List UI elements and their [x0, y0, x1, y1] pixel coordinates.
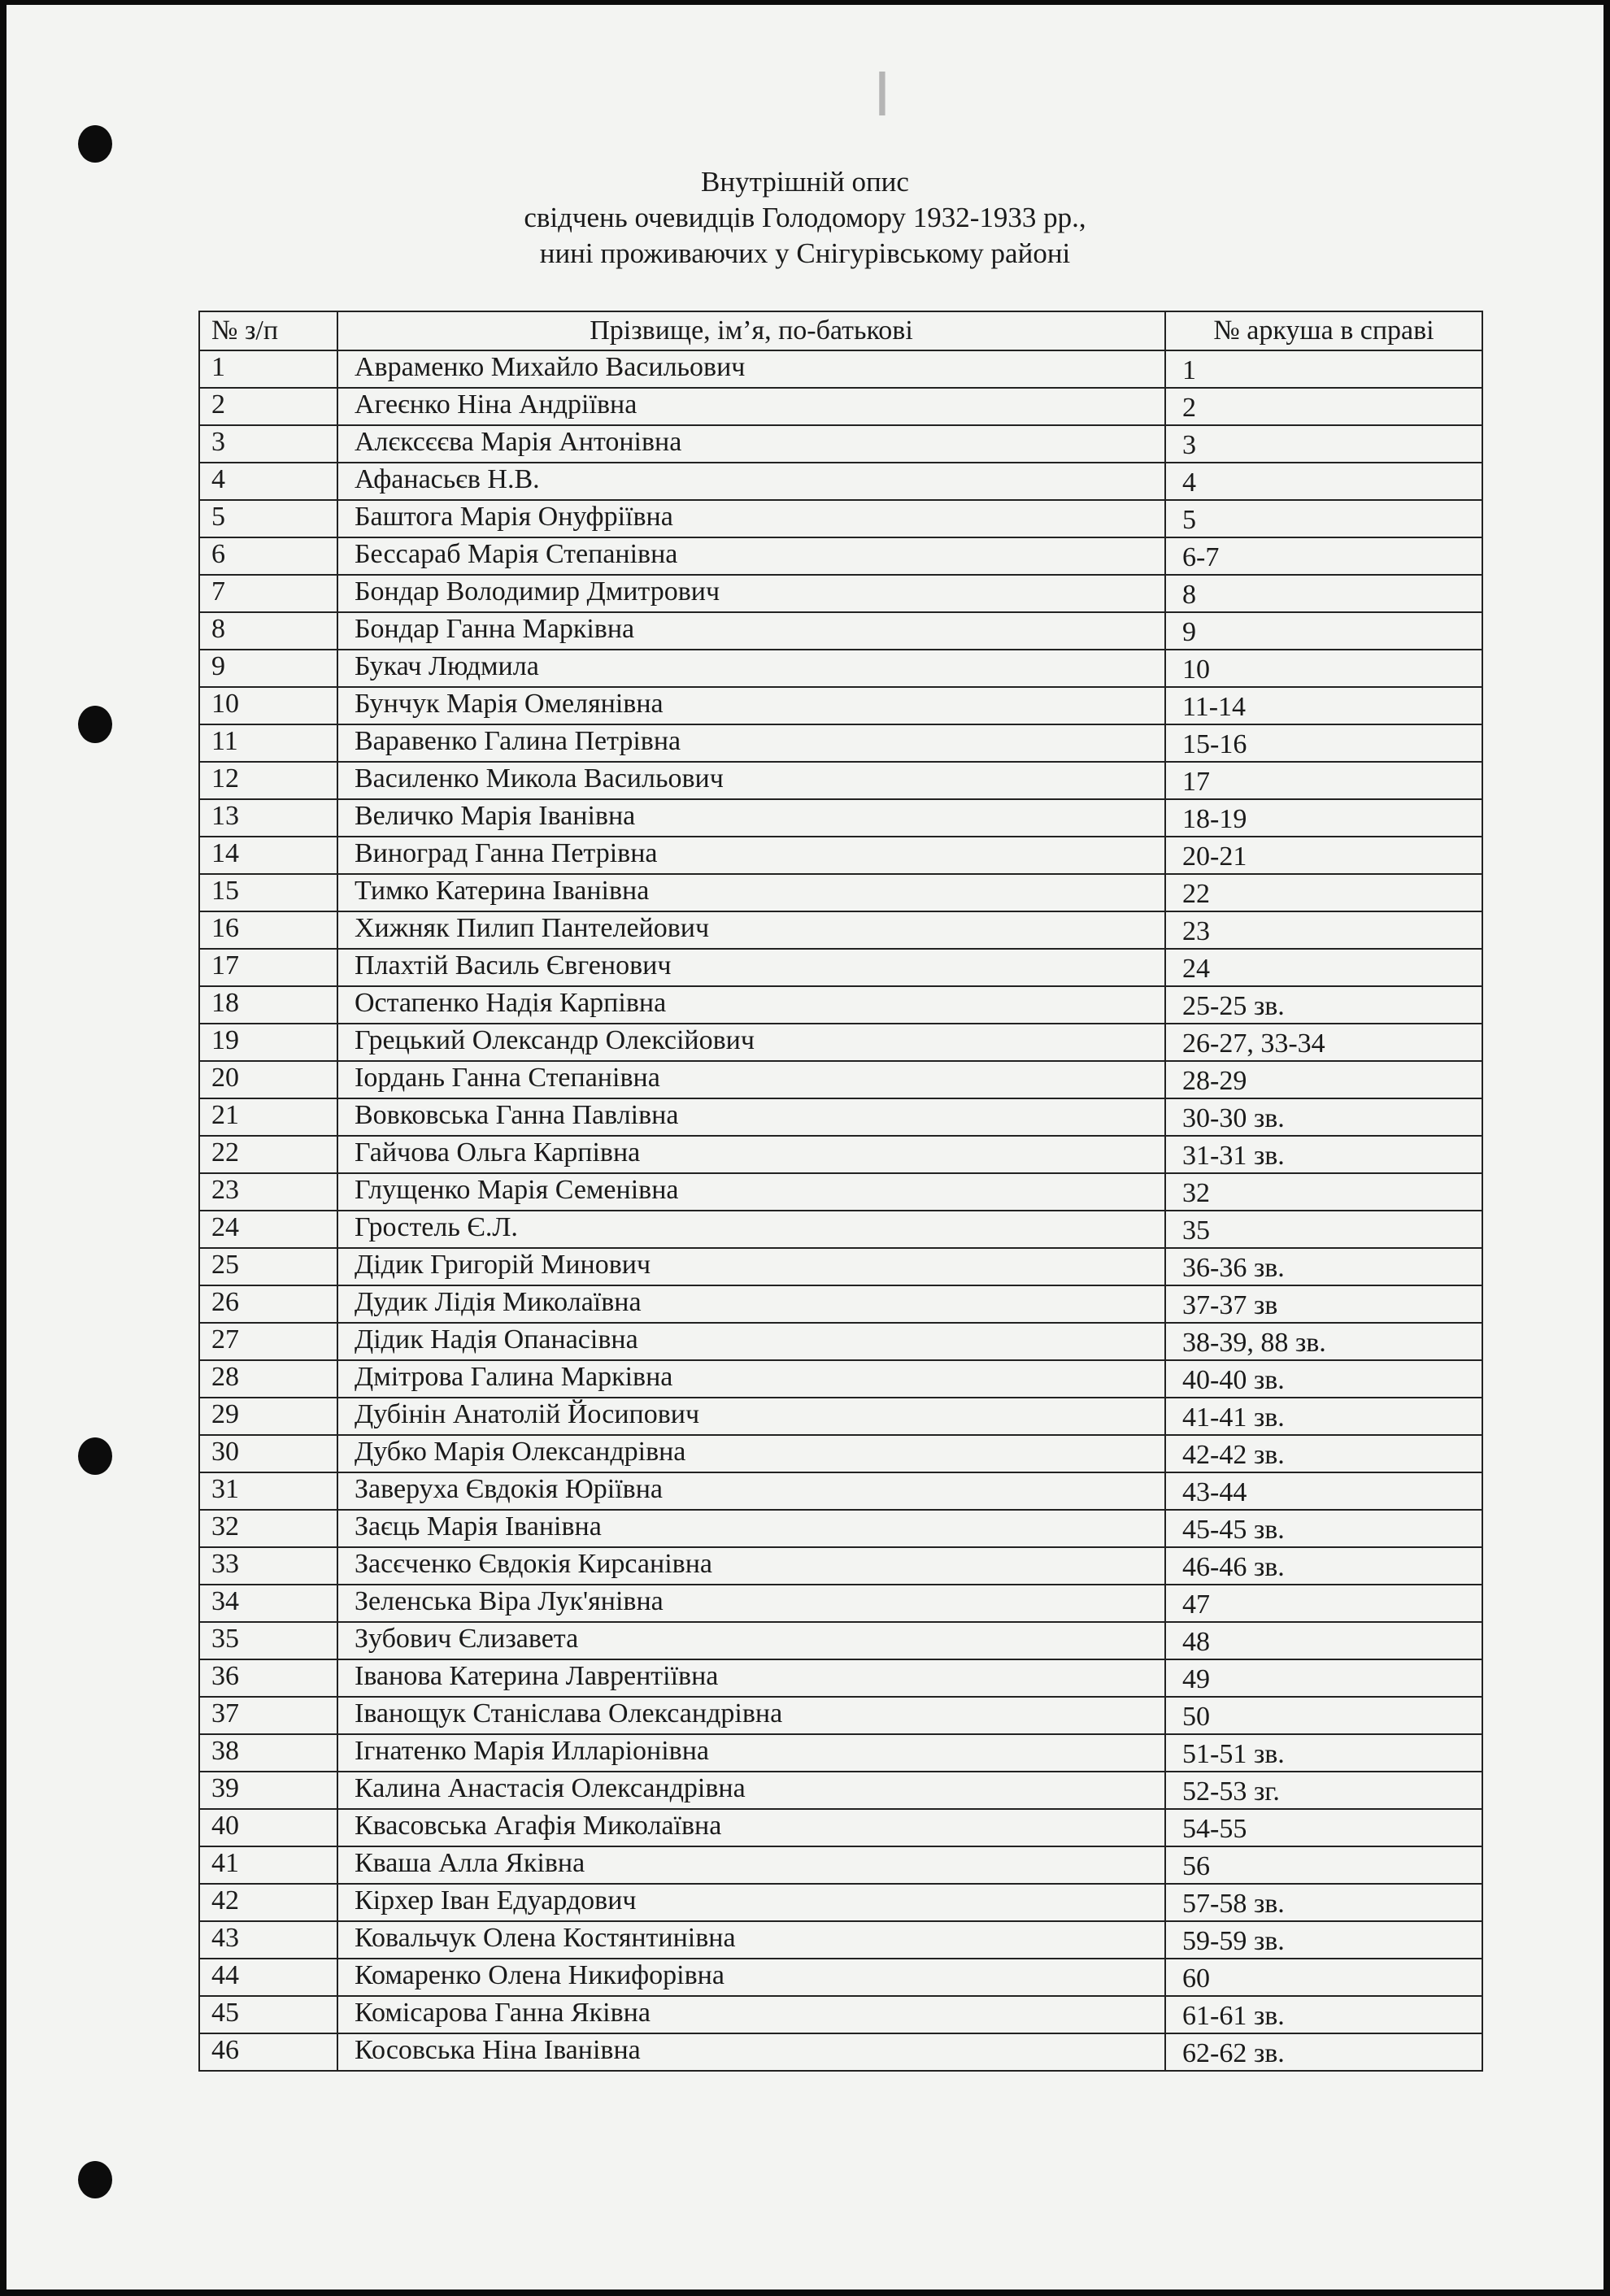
row-name: Алєксєєва Марія Антонівна — [337, 425, 1165, 463]
row-sheet: 6-7 — [1165, 537, 1482, 575]
table-row — [199, 350, 1482, 388]
row-sheet: 51-51 зв. — [1165, 1734, 1482, 1772]
header-number: № з/п — [199, 311, 337, 350]
row-number: 29 — [199, 1398, 337, 1435]
row-sheet: 28-29 — [1165, 1061, 1482, 1098]
row-sheet: 31-31 зв. — [1165, 1136, 1482, 1173]
row-name: Гайчова Ольга Карпівна — [337, 1136, 1165, 1173]
row-name: Засєченко Євдокія Кирсанівна — [337, 1547, 1165, 1585]
row-number: 40 — [199, 1809, 337, 1846]
row-number: 20 — [199, 1061, 337, 1098]
row-name: Бондар Ганна Марківна — [337, 612, 1165, 650]
row-name: Кваша Алла Яківна — [337, 1846, 1165, 1884]
row-name: Дудик Лідія Миколаївна — [337, 1285, 1165, 1323]
row-name: Заверуха Євдокія Юріївна — [337, 1472, 1165, 1510]
row-sheet: 60 — [1165, 1959, 1482, 1996]
table-row — [199, 1061, 1482, 1098]
row-number: 35 — [199, 1622, 337, 1659]
row-number: 32 — [199, 1510, 337, 1547]
punch-hole — [78, 2161, 112, 2198]
row-number: 13 — [199, 799, 337, 837]
row-name: Калина Анастасія Олександрівна — [337, 1772, 1165, 1809]
table-row — [199, 1435, 1482, 1472]
row-name: Василенко Микола Васильович — [337, 762, 1165, 799]
table-row — [199, 1136, 1482, 1173]
table-row — [199, 425, 1482, 463]
row-number: 36 — [199, 1659, 337, 1697]
row-sheet: 47 — [1165, 1585, 1482, 1622]
row-name: Косовська Ніна Іванівна — [337, 2033, 1165, 2071]
row-sheet: 38-39, 88 зв. — [1165, 1323, 1482, 1360]
table-row — [199, 1211, 1482, 1248]
table-row — [199, 1285, 1482, 1323]
row-number: 11 — [199, 724, 337, 762]
row-sheet: 37-37 зв — [1165, 1285, 1482, 1323]
row-sheet: 59-59 зв. — [1165, 1921, 1482, 1959]
row-sheet: 36-36 зв. — [1165, 1248, 1482, 1285]
row-name: Ковальчук Олена Костянтинівна — [337, 1921, 1165, 1959]
row-number: 12 — [199, 762, 337, 799]
row-name: Гростель Є.Л. — [337, 1211, 1165, 1248]
table-row — [199, 1547, 1482, 1585]
table-row — [199, 1398, 1482, 1435]
table-row — [199, 1996, 1482, 2033]
row-sheet: 42-42 зв. — [1165, 1435, 1482, 1472]
header-name: Прізвище, ім’я, по-батькові — [337, 311, 1165, 350]
row-name: Зубович Єлизавета — [337, 1622, 1165, 1659]
row-sheet: 50 — [1165, 1697, 1482, 1734]
row-sheet: 46-46 зв. — [1165, 1547, 1482, 1585]
row-number: 21 — [199, 1098, 337, 1136]
row-name: Авраменко Михайло Васильович — [337, 350, 1165, 388]
table-row — [199, 1098, 1482, 1136]
row-sheet: 32 — [1165, 1173, 1482, 1211]
row-number: 31 — [199, 1472, 337, 1510]
row-name: Заєць Марія Іванівна — [337, 1510, 1165, 1547]
row-sheet: 52-53 зг. — [1165, 1772, 1482, 1809]
table-row — [199, 575, 1482, 612]
table-header-row — [199, 311, 1482, 350]
row-name: Хижняк Пилип Пантелейович — [337, 911, 1165, 949]
table-row — [199, 1024, 1482, 1061]
row-number: 26 — [199, 1285, 337, 1323]
row-number: 38 — [199, 1734, 337, 1772]
table-row — [199, 388, 1482, 425]
row-name: Букач Людмила — [337, 650, 1165, 687]
row-number: 4 — [199, 463, 337, 500]
row-sheet: 48 — [1165, 1622, 1482, 1659]
row-name: Іордань Ганна Степанівна — [337, 1061, 1165, 1098]
row-name: Бессараб Марія Степанівна — [337, 537, 1165, 575]
row-sheet: 26-27, 33-34 — [1165, 1024, 1482, 1061]
row-sheet: 30-30 зв. — [1165, 1098, 1482, 1136]
row-sheet: 11-14 — [1165, 687, 1482, 724]
row-name: Іванова Катерина Лаврентіївна — [337, 1659, 1165, 1697]
row-name: Агеєнко Ніна Андріївна — [337, 388, 1165, 425]
table-row — [199, 1959, 1482, 1996]
row-sheet: 35 — [1165, 1211, 1482, 1248]
table-row — [199, 1323, 1482, 1360]
table-row — [199, 1472, 1482, 1510]
row-number: 19 — [199, 1024, 337, 1061]
row-number: 14 — [199, 837, 337, 874]
row-number: 39 — [199, 1772, 337, 1809]
row-sheet: 22 — [1165, 874, 1482, 911]
row-number: 30 — [199, 1435, 337, 1472]
row-number: 6 — [199, 537, 337, 575]
table-row — [199, 650, 1482, 687]
row-sheet: 54-55 — [1165, 1809, 1482, 1846]
table-row — [199, 874, 1482, 911]
row-number: 44 — [199, 1959, 337, 1996]
row-sheet: 40-40 зв. — [1165, 1360, 1482, 1398]
table-row — [199, 799, 1482, 837]
table-row — [199, 612, 1482, 650]
table-row — [199, 1659, 1482, 1697]
row-sheet: 9 — [1165, 612, 1482, 650]
table-row — [199, 1772, 1482, 1809]
table-row — [199, 1697, 1482, 1734]
row-name: Афанасьєв Н.В. — [337, 463, 1165, 500]
row-name: Кірхер Іван Едуардович — [337, 1884, 1165, 1921]
title-line-1: Внутрішній опис — [701, 166, 909, 198]
row-name: Баштога Марія Онуфріївна — [337, 500, 1165, 537]
table-row — [199, 1622, 1482, 1659]
row-number: 16 — [199, 911, 337, 949]
row-number: 1 — [199, 350, 337, 388]
punch-hole — [78, 1437, 112, 1475]
row-sheet: 5 — [1165, 500, 1482, 537]
folio-mark: I — [873, 60, 893, 130]
table-row — [199, 1248, 1482, 1285]
table-row — [199, 463, 1482, 500]
row-number: 42 — [199, 1884, 337, 1921]
row-number: 9 — [199, 650, 337, 687]
row-name: Дідик Надія Опанасівна — [337, 1323, 1165, 1360]
row-sheet: 45-45 зв. — [1165, 1510, 1482, 1547]
row-sheet: 20-21 — [1165, 837, 1482, 874]
row-number: 18 — [199, 986, 337, 1024]
row-name: Зеленська Віра Лук'янівна — [337, 1585, 1165, 1622]
row-sheet: 15-16 — [1165, 724, 1482, 762]
table-row — [199, 1884, 1482, 1921]
row-sheet: 57-58 зв. — [1165, 1884, 1482, 1921]
row-number: 10 — [199, 687, 337, 724]
row-number: 24 — [199, 1211, 337, 1248]
row-number: 25 — [199, 1248, 337, 1285]
row-name: Дубінін Анатолій Йосипович — [337, 1398, 1165, 1435]
row-number: 34 — [199, 1585, 337, 1622]
row-name: Величко Марія Іванівна — [337, 799, 1165, 837]
row-sheet: 8 — [1165, 575, 1482, 612]
row-number: 23 — [199, 1173, 337, 1211]
table-row — [199, 1173, 1482, 1211]
table-row — [199, 500, 1482, 537]
row-name: Вовковська Ганна Павлівна — [337, 1098, 1165, 1136]
table-row — [199, 537, 1482, 575]
punch-hole — [78, 706, 112, 743]
row-name: Квасовська Агафія Миколаївна — [337, 1809, 1165, 1846]
header-sheet: № аркуша в справі — [1165, 311, 1482, 350]
row-sheet: 49 — [1165, 1659, 1482, 1697]
row-name: Комаренко Олена Никифорівна — [337, 1959, 1165, 1996]
row-sheet: 18-19 — [1165, 799, 1482, 837]
row-sheet: 24 — [1165, 949, 1482, 986]
inventory-table — [198, 311, 1483, 2072]
row-sheet: 61-61 зв. — [1165, 1996, 1482, 2033]
table-row — [199, 1585, 1482, 1622]
punch-hole — [78, 125, 112, 163]
row-number: 5 — [199, 500, 337, 537]
row-name: Бунчук Марія Омелянівна — [337, 687, 1165, 724]
table-row — [199, 1510, 1482, 1547]
table-row — [199, 949, 1482, 986]
row-sheet: 23 — [1165, 911, 1482, 949]
row-number: 27 — [199, 1323, 337, 1360]
table-row — [199, 2033, 1482, 2071]
row-number: 3 — [199, 425, 337, 463]
row-name: Іванощук Станіслава Олександрівна — [337, 1697, 1165, 1734]
table-row — [199, 986, 1482, 1024]
row-name: Варавенко Галина Петрівна — [337, 724, 1165, 762]
row-name: Дідик Григорій Минович — [337, 1248, 1165, 1285]
row-name: Глущенко Марія Семенівна — [337, 1173, 1165, 1211]
row-number: 7 — [199, 575, 337, 612]
row-name: Остапенко Надія Карпівна — [337, 986, 1165, 1024]
table-row — [199, 687, 1482, 724]
row-number: 41 — [199, 1846, 337, 1884]
row-number: 28 — [199, 1360, 337, 1398]
row-sheet: 2 — [1165, 388, 1482, 425]
row-sheet: 43-44 — [1165, 1472, 1482, 1510]
table-row — [199, 1734, 1482, 1772]
row-sheet: 10 — [1165, 650, 1482, 687]
row-name: Грецький Олександр Олексійович — [337, 1024, 1165, 1061]
row-name: Дубко Марія Олександрівна — [337, 1435, 1165, 1472]
row-number: 37 — [199, 1697, 337, 1734]
table-body — [199, 350, 1482, 2071]
table-row — [199, 911, 1482, 949]
row-number: 22 — [199, 1136, 337, 1173]
table-row — [199, 837, 1482, 874]
row-number: 33 — [199, 1547, 337, 1585]
row-name: Тимко Катерина Іванівна — [337, 874, 1165, 911]
row-sheet: 1 — [1165, 350, 1482, 388]
row-number: 17 — [199, 949, 337, 986]
table-row — [199, 724, 1482, 762]
row-number: 45 — [199, 1996, 337, 2033]
row-sheet: 56 — [1165, 1846, 1482, 1884]
table-row — [199, 1360, 1482, 1398]
document-title — [7, 164, 1603, 272]
row-name: Плахтій Василь Євгенович — [337, 949, 1165, 986]
table-row — [199, 1846, 1482, 1884]
row-number: 43 — [199, 1921, 337, 1959]
row-sheet: 25-25 зв. — [1165, 986, 1482, 1024]
row-name: Виноград Ганна Петрівна — [337, 837, 1165, 874]
document-page — [7, 5, 1603, 2289]
row-sheet: 4 — [1165, 463, 1482, 500]
title-line-3: нині проживаючих у Снігурівському районі — [539, 237, 1071, 269]
row-name: Бондар Володимир Дмитрович — [337, 575, 1165, 612]
row-number: 15 — [199, 874, 337, 911]
row-sheet: 17 — [1165, 762, 1482, 799]
row-sheet: 3 — [1165, 425, 1482, 463]
table-row — [199, 1809, 1482, 1846]
row-name: Дмітрова Галина Марківна — [337, 1360, 1165, 1398]
row-number: 2 — [199, 388, 337, 425]
row-sheet: 41-41 зв. — [1165, 1398, 1482, 1435]
row-sheet: 62-62 зв. — [1165, 2033, 1482, 2071]
table-row — [199, 762, 1482, 799]
row-number: 46 — [199, 2033, 337, 2071]
table-row — [199, 1921, 1482, 1959]
title-line-2: свідчень очевидців Голодомору 1932-1933 рр., — [524, 202, 1086, 233]
row-name: Ігнатенко Марія Илларіонівна — [337, 1734, 1165, 1772]
row-number: 8 — [199, 612, 337, 650]
row-name: Комісарова Ганна Яківна — [337, 1996, 1165, 2033]
